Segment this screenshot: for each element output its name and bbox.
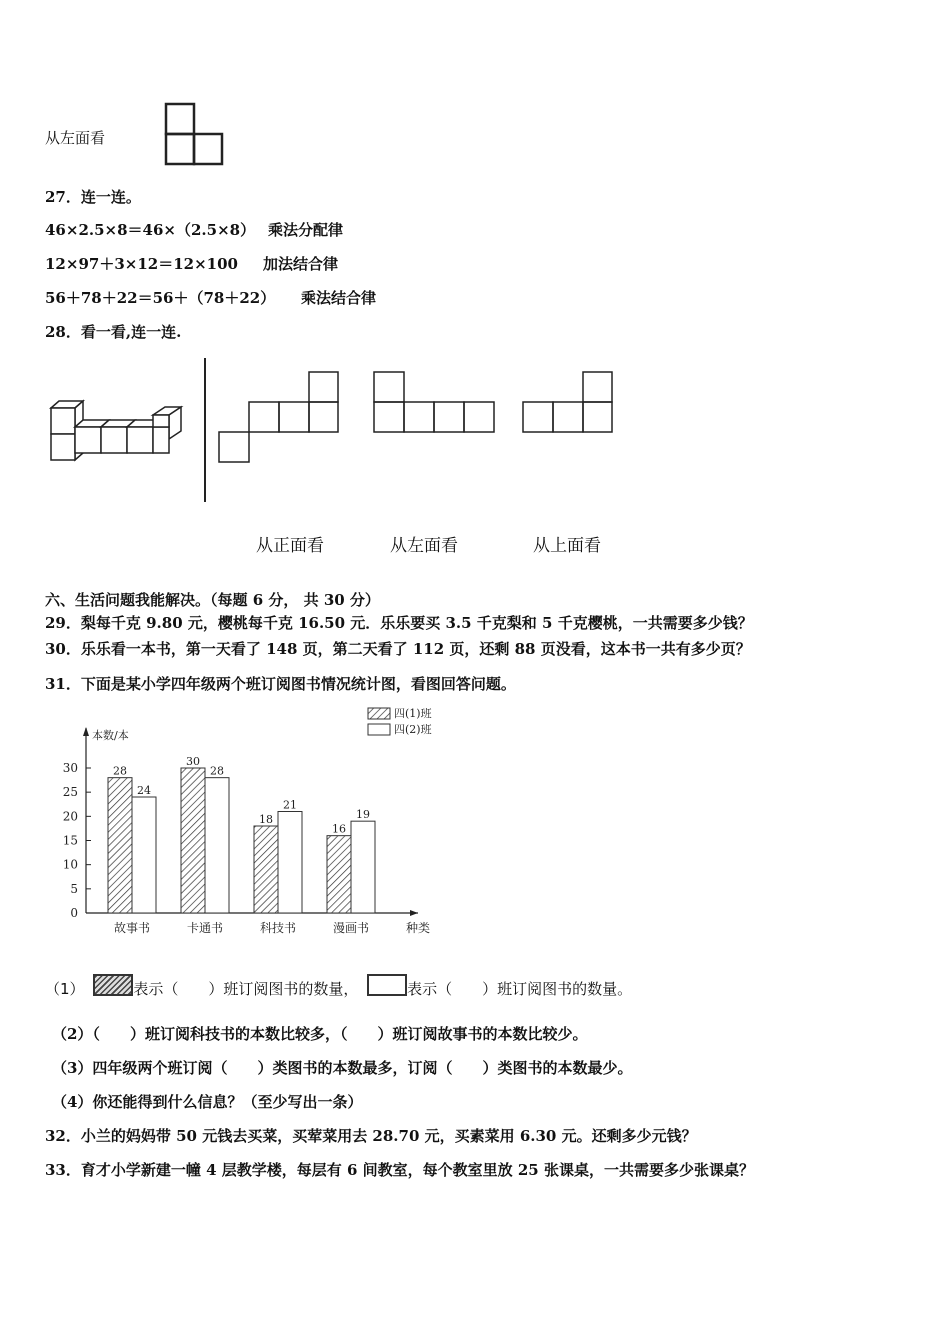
y-axis-arrow	[83, 727, 89, 736]
q28-view-shape-3	[523, 372, 612, 432]
bar-value-label: 28	[113, 764, 127, 778]
bar-四(2)班-故事书	[132, 797, 156, 913]
bar-value-label: 16	[332, 822, 346, 836]
left-view-label: 从左面看	[45, 129, 106, 147]
q27-expr-2: 12×97＋3×12＝12×100	[45, 255, 238, 273]
legend-label: 四(2)班	[394, 723, 432, 736]
q31-sub1	[45, 974, 632, 998]
q29-text: 29．梨每千克 9.80 元，樱桃每千克 16.50 元．乐乐要买 3.5 千克梨和 5 千克樱桃，一共需要多少钱？	[45, 614, 753, 632]
q31-sub3: （3）四年级两个班订阅（ ）类图书的本数最多，订阅（ ）类图书的本数最少。	[52, 1059, 633, 1077]
q30-text: 30．乐乐看一本书，第一天看了 148 页，第二天看了 112 页，还剩 88 页没看，这本书一共有多少页？	[45, 640, 751, 658]
category-label: 故事书	[113, 921, 151, 935]
bar-value-label: 24	[137, 784, 151, 797]
q28-caption-left[interactable]: 从左面看	[390, 536, 458, 556]
hatched-legend-swatch-icon	[93, 974, 133, 996]
bar-四(2)班-卡通书	[205, 778, 229, 913]
q28-view-shape-2	[374, 372, 494, 432]
q27-law-1[interactable]: 乘法分配律	[268, 221, 344, 239]
q28-figures	[45, 352, 665, 512]
legend-swatch	[368, 724, 390, 735]
q28-caption-front[interactable]: 从正面看	[256, 536, 324, 556]
q27-title: 27．连一连。	[45, 188, 141, 206]
category-label: 科技书	[259, 921, 297, 935]
category-label: 卡通书	[186, 921, 224, 935]
q33-text: 33．育才小学新建一幢 4 层教学楼，每层有 6 间教室，每个教室里放 25 张课桌，一共需要多少张课桌？	[45, 1161, 754, 1179]
bar-value-label: 30	[186, 755, 200, 768]
y-axis-label: 本数/本	[92, 729, 129, 742]
q31-sub1-part-b: 表示（ ）班订阅图书的数量。	[407, 980, 633, 998]
q31-text: 31．下面是某小学四年级两个班订阅图书情况统计图，看图回答问题。	[45, 675, 516, 693]
y-tick-label: 30	[62, 761, 78, 775]
bar-四(1)班-漫画书	[327, 836, 351, 913]
x-axis-label: 种类	[406, 921, 431, 935]
bar-value-label: 21	[283, 798, 297, 812]
bar-四(2)班-漫画书	[351, 821, 375, 913]
q31-sub2: （2）（ ）班订阅科技书的本数比较多，（ ）班订阅故事书的本数比较少。	[52, 1025, 588, 1043]
category-label: 漫画书	[332, 921, 370, 935]
q31-bar-chart	[56, 700, 456, 940]
q28-solid-figure	[51, 401, 181, 460]
y-tick-label: 20	[62, 809, 78, 824]
y-tick-label: 5	[70, 881, 78, 896]
bar-value-label: 18	[259, 813, 273, 826]
q28-caption-top[interactable]: 从上面看	[533, 536, 601, 556]
q28-view-shape-1	[219, 372, 338, 462]
q27-expr-1: 46×2.5×8＝46×（2.5×8）	[45, 221, 256, 239]
q27-expr-3: 56＋78＋22＝56＋（78＋22）	[45, 289, 276, 307]
q28-title: 28．看一看,连一连.	[45, 323, 182, 341]
q31-sub1-part-a: 表示（ ）班订阅图书的数量，	[133, 980, 359, 998]
q27-law-3[interactable]: 乘法结合律	[301, 289, 377, 307]
left-view-figure	[164, 102, 224, 167]
y-tick-label: 0	[70, 906, 78, 920]
y-tick-label: 10	[62, 857, 78, 872]
y-tick-label: 15	[62, 833, 78, 848]
blank-legend-swatch-icon	[367, 974, 407, 996]
bar-四(1)班-卡通书	[181, 768, 205, 913]
q31-sub4: （4）你还能得到什么信息？（至少写出一条）	[52, 1093, 363, 1111]
x-axis-arrow	[410, 910, 418, 916]
section-6-heading: 六、生活问题我能解决。（每题 6 分， 共 30 分）	[45, 591, 380, 609]
y-tick-label: 25	[62, 785, 78, 800]
bar-value-label: 19	[356, 808, 370, 822]
legend-swatch	[368, 708, 390, 719]
q31-sub1-num: （1）	[45, 980, 85, 998]
q32-text: 32．小兰的妈妈带 50 元钱去买菜，买荤菜用去 28.70 元，买素菜用 6.30 元。还剩多少元钱？	[45, 1127, 697, 1145]
bar-四(1)班-科技书	[254, 826, 278, 913]
bar-value-label: 28	[210, 764, 224, 778]
bar-四(1)班-故事书	[108, 778, 132, 913]
legend-label: 四(1)班	[394, 707, 432, 720]
bar-四(2)班-科技书	[278, 812, 302, 914]
q27-law-2[interactable]: 加法结合律	[263, 255, 339, 273]
